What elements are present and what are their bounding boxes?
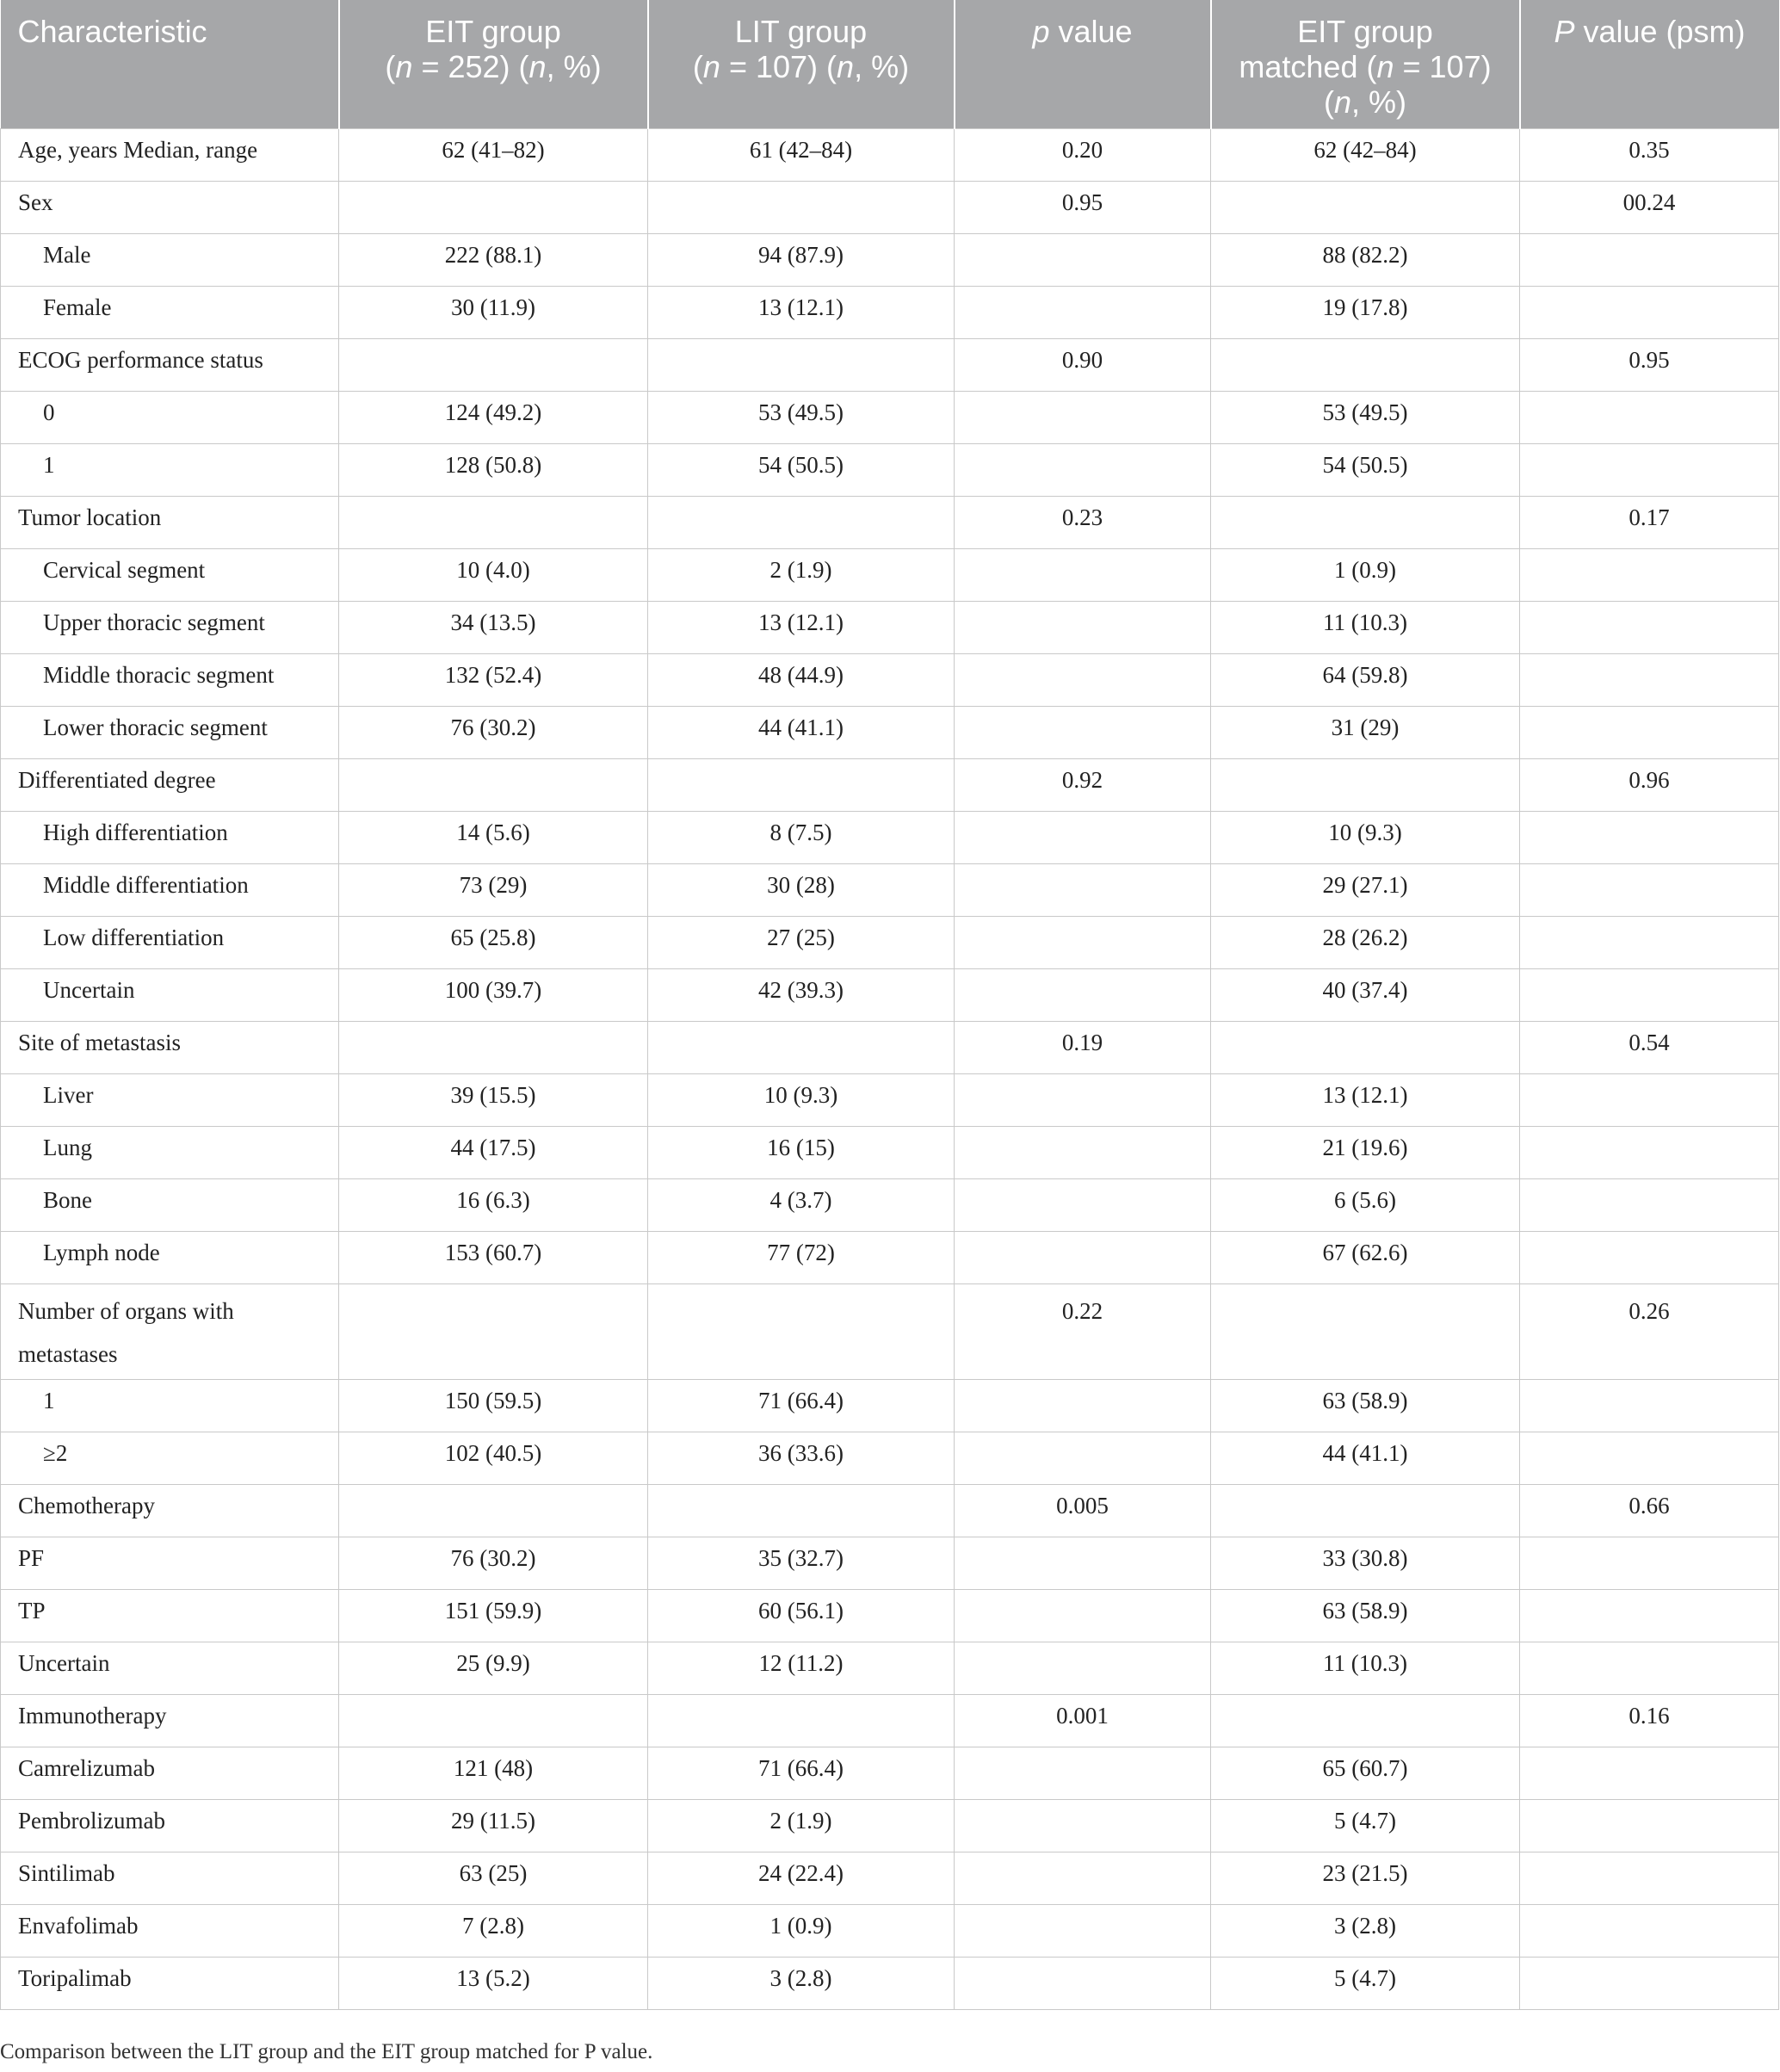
table-cell: [955, 549, 1211, 602]
row-label-cell: Camrelizumab: [1, 1747, 339, 1800]
table-cell: 65 (60.7): [1211, 1747, 1520, 1800]
header-text: (: [692, 49, 703, 84]
table-cell: 14 (5.6): [339, 812, 648, 864]
table-cell: [1211, 339, 1520, 392]
row-label-cell: 1: [1, 444, 339, 497]
table-cell: [648, 1284, 955, 1380]
header-text: P: [1554, 14, 1575, 49]
table-cell: [955, 1380, 1211, 1432]
table-cell: 10 (9.3): [648, 1074, 955, 1127]
table-cell: 54 (50.5): [1211, 444, 1520, 497]
row-label-cell: Female: [1, 287, 339, 339]
row-label-cell: Middle thoracic segment: [1, 654, 339, 707]
row-label-cell: Pembrolizumab: [1, 1800, 339, 1852]
table-cell: 150 (59.5): [339, 1380, 648, 1432]
table-cell: 39 (15.5): [339, 1074, 648, 1127]
table-row: [1, 1179, 1779, 1232]
table-cell: 61 (42–84): [648, 129, 955, 182]
table-cell: [1520, 1958, 1779, 2010]
table-cell: [1520, 864, 1779, 917]
table-cell: 121 (48): [339, 1747, 648, 1800]
row-label-cell: Lymph node: [1, 1232, 339, 1284]
table-cell: [955, 287, 1211, 339]
table-cell: [1520, 969, 1779, 1022]
table-cell: [1520, 1127, 1779, 1179]
column-header-characteristic: [1, 0, 339, 129]
table-cell: [339, 497, 648, 549]
table-body: [1, 129, 1779, 2010]
table-cell: 7 (2.8): [339, 1905, 648, 1958]
table-cell: 8 (7.5): [648, 812, 955, 864]
table-cell: [1520, 1380, 1779, 1432]
table-cell: [648, 182, 955, 234]
table-cell: [1520, 654, 1779, 707]
table-cell: 16 (6.3): [339, 1179, 648, 1232]
header-text: (: [1323, 84, 1334, 120]
header-line: [1219, 84, 1512, 120]
table-cell: [1520, 1590, 1779, 1642]
table-cell: 102 (40.5): [339, 1432, 648, 1485]
table-cell: [1520, 1800, 1779, 1852]
row-label-cell: Chemotherapy: [1, 1485, 339, 1537]
table-cell: [955, 812, 1211, 864]
table-cell: 11 (10.3): [1211, 1642, 1520, 1695]
row-label-cell: Male: [1, 234, 339, 287]
header-line: [347, 14, 640, 49]
table-cell: 76 (30.2): [339, 707, 648, 759]
header-text: EIT group: [425, 14, 561, 49]
header-text: = 107) (: [720, 49, 837, 84]
row-label-cell: Liver: [1, 1074, 339, 1127]
table-cell: 2 (1.9): [648, 1800, 955, 1852]
table-cell: [1520, 444, 1779, 497]
table-cell: 54 (50.5): [648, 444, 955, 497]
table-cell: 25 (9.9): [339, 1642, 648, 1695]
table-footnote: Comparison between the LIT group and the EIT group matched for P value.: [0, 2040, 653, 2063]
row-label-cell: Tumor location: [1, 497, 339, 549]
table-cell: 35 (32.7): [648, 1537, 955, 1590]
row-label-cell: Age, years Median, range: [1, 129, 339, 182]
table-cell: [1211, 1022, 1520, 1074]
table-cell: 5 (4.7): [1211, 1800, 1520, 1852]
table-cell: 222 (88.1): [339, 234, 648, 287]
table-row: [1, 1074, 1779, 1127]
table-cell: 0.54: [1520, 1022, 1779, 1074]
table-cell: 31 (29): [1211, 707, 1520, 759]
table-cell: 4 (3.7): [648, 1179, 955, 1232]
row-label-cell: TP: [1, 1590, 339, 1642]
row-label-cell: Uncertain: [1, 1642, 339, 1695]
header-text: n: [1333, 84, 1351, 120]
table-cell: 0.19: [955, 1022, 1211, 1074]
row-label-cell: ECOG performance status: [1, 339, 339, 392]
row-label-cell: Envafolimab: [1, 1905, 339, 1958]
table-row: [1, 1905, 1779, 1958]
table-cell: [1211, 1695, 1520, 1747]
table-row: [1, 812, 1779, 864]
table-cell: [955, 234, 1211, 287]
table-cell: [1520, 1432, 1779, 1485]
table-cell: 94 (87.9): [648, 234, 955, 287]
table-cell: 0.17: [1520, 497, 1779, 549]
table-row: [1, 1747, 1779, 1800]
header-line: [1219, 14, 1512, 49]
table-cell: [339, 759, 648, 812]
table-cell: [648, 497, 955, 549]
header-text: n: [702, 49, 720, 84]
column-header-eit-matched: [1211, 0, 1520, 129]
table-cell: 0.23: [955, 497, 1211, 549]
table-cell: 00.24: [1520, 182, 1779, 234]
table-cell: 53 (49.5): [648, 392, 955, 444]
table-cell: [1520, 1905, 1779, 1958]
row-label-cell: Upper thoracic segment: [1, 602, 339, 654]
table-row: [1, 1127, 1779, 1179]
table-cell: 0.35: [1520, 129, 1779, 182]
header-text: LIT group: [734, 14, 868, 49]
table-cell: [1520, 1642, 1779, 1695]
table-row: [1, 1642, 1779, 1695]
table-cell: 5 (4.7): [1211, 1958, 1520, 2010]
table-cell: 2 (1.9): [648, 549, 955, 602]
row-label-cell: Immunotherapy: [1, 1695, 339, 1747]
table-row: [1, 1232, 1779, 1284]
table-cell: 1 (0.9): [1211, 549, 1520, 602]
table-cell: 30 (28): [648, 864, 955, 917]
table-row: [1, 707, 1779, 759]
table-cell: [955, 1432, 1211, 1485]
table-row: [1, 1432, 1779, 1485]
table-cell: [955, 1179, 1211, 1232]
table-cell: 71 (66.4): [648, 1380, 955, 1432]
table-cell: [339, 1022, 648, 1074]
table-cell: [955, 1905, 1211, 1958]
table-row: [1, 1695, 1779, 1747]
table-cell: 23 (21.5): [1211, 1852, 1520, 1905]
table-cell: [1520, 1232, 1779, 1284]
table-cell: 33 (30.8): [1211, 1537, 1520, 1590]
table-cell: [955, 1642, 1211, 1695]
header-text: matched (: [1239, 49, 1377, 84]
table-cell: 63 (58.9): [1211, 1590, 1520, 1642]
row-label-cell: 0: [1, 392, 339, 444]
table-cell: 44 (17.5): [339, 1127, 648, 1179]
table-cell: 0.66: [1520, 1485, 1779, 1537]
table-cell: 10 (4.0): [339, 549, 648, 602]
header-text: EIT group: [1297, 14, 1433, 49]
table-cell: [339, 182, 648, 234]
table-cell: 24 (22.4): [648, 1852, 955, 1905]
table-cell: 65 (25.8): [339, 917, 648, 969]
table-cell: 27 (25): [648, 917, 955, 969]
table-row: [1, 392, 1779, 444]
table-row: [1, 602, 1779, 654]
table-cell: 34 (13.5): [339, 602, 648, 654]
table-cell: [955, 969, 1211, 1022]
header-text: (: [385, 49, 396, 84]
row-label-cell: Differentiated degree: [1, 759, 339, 812]
header-text: n: [837, 49, 855, 84]
header-text: = 252) (: [412, 49, 529, 84]
table-cell: 19 (17.8): [1211, 287, 1520, 339]
header-line: [1528, 14, 1772, 49]
table-cell: 0.90: [955, 339, 1211, 392]
table-row: [1, 1485, 1779, 1537]
row-label-cell: PF: [1, 1537, 339, 1590]
row-label-cell: Number of organs with metastases: [1, 1284, 339, 1380]
table-cell: [1520, 707, 1779, 759]
table-row: [1, 1284, 1779, 1380]
table-cell: [1520, 234, 1779, 287]
header-text: n: [528, 49, 547, 84]
table-row: [1, 182, 1779, 234]
header-line: [347, 49, 640, 84]
column-header-lit: [648, 0, 955, 129]
header-text: n: [395, 49, 413, 84]
table-cell: 13 (12.1): [648, 602, 955, 654]
table-cell: 13 (12.1): [1211, 1074, 1520, 1127]
column-header-p-psm: [1520, 0, 1779, 129]
table-row: [1, 759, 1779, 812]
table-cell: 3 (2.8): [648, 1958, 955, 2010]
row-label-cell: Toripalimab: [1, 1958, 339, 2010]
header-row: [1, 0, 1779, 129]
table-cell: [955, 707, 1211, 759]
header-text: , %): [854, 49, 910, 84]
header-text: value: [1049, 14, 1133, 49]
table-cell: 124 (49.2): [339, 392, 648, 444]
table-row: [1, 129, 1779, 182]
table-row: [1, 549, 1779, 602]
table-cell: [648, 1022, 955, 1074]
table-cell: 0.96: [1520, 759, 1779, 812]
row-label-cell: Low differentiation: [1, 917, 339, 969]
row-label-cell: Bone: [1, 1179, 339, 1232]
table-cell: 100 (39.7): [339, 969, 648, 1022]
table-cell: 0.95: [1520, 339, 1779, 392]
table-cell: [339, 339, 648, 392]
table-row: [1, 969, 1779, 1022]
table-cell: [339, 1485, 648, 1537]
table-cell: [955, 654, 1211, 707]
header-line: [656, 14, 947, 49]
row-label-cell: Cervical segment: [1, 549, 339, 602]
table-cell: 3 (2.8): [1211, 1905, 1520, 1958]
row-label-cell: Site of metastasis: [1, 1022, 339, 1074]
table-cell: 76 (30.2): [339, 1537, 648, 1590]
table-cell: 12 (11.2): [648, 1642, 955, 1695]
table-cell: 0.92: [955, 759, 1211, 812]
table-row: [1, 917, 1779, 969]
table-cell: [648, 1485, 955, 1537]
table-cell: 151 (59.9): [339, 1590, 648, 1642]
row-label-cell: 1: [1, 1380, 339, 1432]
table-cell: 128 (50.8): [339, 444, 648, 497]
table-cell: [955, 1590, 1211, 1642]
row-label-cell: High differentiation: [1, 812, 339, 864]
table-cell: 63 (58.9): [1211, 1380, 1520, 1432]
table-cell: [1520, 1747, 1779, 1800]
table-cell: [955, 1958, 1211, 2010]
table-cell: [1211, 1284, 1520, 1380]
header-text: Characteristic: [17, 14, 207, 49]
table-cell: 13 (5.2): [339, 1958, 648, 2010]
header-line: [18, 14, 331, 49]
table-cell: [648, 1695, 955, 1747]
header-line: [962, 14, 1203, 49]
table-cell: 132 (52.4): [339, 654, 648, 707]
table-row: [1, 339, 1779, 392]
table-cell: [1211, 182, 1520, 234]
table-row: [1, 864, 1779, 917]
table-cell: 48 (44.9): [648, 654, 955, 707]
table-cell: 71 (66.4): [648, 1747, 955, 1800]
table-cell: [1520, 812, 1779, 864]
table-row: [1, 1800, 1779, 1852]
header-text: value (psm): [1574, 14, 1746, 49]
table-cell: [955, 392, 1211, 444]
table-cell: 44 (41.1): [1211, 1432, 1520, 1485]
table-cell: 0.001: [955, 1695, 1211, 1747]
table-cell: 53 (49.5): [1211, 392, 1520, 444]
table-cell: 21 (19.6): [1211, 1127, 1520, 1179]
table-cell: [339, 1284, 648, 1380]
table-cell: 10 (9.3): [1211, 812, 1520, 864]
table-cell: 67 (62.6): [1211, 1232, 1520, 1284]
table-cell: 0.005: [955, 1485, 1211, 1537]
table-row: [1, 654, 1779, 707]
table-cell: [648, 759, 955, 812]
table-cell: 29 (27.1): [1211, 864, 1520, 917]
table-cell: 40 (37.4): [1211, 969, 1520, 1022]
table-cell: 63 (25): [339, 1852, 648, 1905]
table-cell: 13 (12.1): [648, 287, 955, 339]
table-cell: [1520, 602, 1779, 654]
table-cell: [1520, 287, 1779, 339]
table-row: [1, 1380, 1779, 1432]
header-text: n: [1376, 49, 1394, 84]
table-cell: 0.20: [955, 129, 1211, 182]
table-cell: [955, 1127, 1211, 1179]
table-row: [1, 444, 1779, 497]
table-row: [1, 287, 1779, 339]
table-cell: [955, 1074, 1211, 1127]
header-text: , %): [1351, 84, 1407, 120]
header-line: [656, 49, 947, 84]
table-cell: [1211, 759, 1520, 812]
table-cell: 28 (26.2): [1211, 917, 1520, 969]
table-row: [1, 1590, 1779, 1642]
header-text: p: [1032, 14, 1050, 49]
table-cell: 0.95: [955, 182, 1211, 234]
table-cell: 73 (29): [339, 864, 648, 917]
row-label-cell: Middle differentiation: [1, 864, 339, 917]
row-label-cell: Lower thoracic segment: [1, 707, 339, 759]
row-label-cell: ≥2: [1, 1432, 339, 1485]
row-label-cell: Lung: [1, 1127, 339, 1179]
table-cell: [955, 1537, 1211, 1590]
table-cell: 88 (82.2): [1211, 234, 1520, 287]
table-row: [1, 1852, 1779, 1905]
table-cell: [1211, 1485, 1520, 1537]
table-cell: [339, 1695, 648, 1747]
table-cell: 42 (39.3): [648, 969, 955, 1022]
table-cell: 62 (41–82): [339, 129, 648, 182]
table-row: [1, 1537, 1779, 1590]
table-cell: 60 (56.1): [648, 1590, 955, 1642]
header-text: = 107): [1394, 49, 1492, 84]
table-cell: [1211, 497, 1520, 549]
table-cell: 44 (41.1): [648, 707, 955, 759]
table-cell: [1520, 549, 1779, 602]
header-text: , %): [546, 49, 602, 84]
table-cell: [955, 444, 1211, 497]
table-cell: 30 (11.9): [339, 287, 648, 339]
table-cell: [648, 339, 955, 392]
table-cell: [1520, 1537, 1779, 1590]
table-cell: 29 (11.5): [339, 1800, 648, 1852]
header-line: [1219, 49, 1512, 84]
table-cell: [955, 602, 1211, 654]
column-header-eit: [339, 0, 648, 129]
table-cell: [1520, 1074, 1779, 1127]
row-label-cell: Uncertain: [1, 969, 339, 1022]
table-cell: 77 (72): [648, 1232, 955, 1284]
table-cell: 1 (0.9): [648, 1905, 955, 1958]
table-cell: [955, 1747, 1211, 1800]
table-cell: 0.16: [1520, 1695, 1779, 1747]
column-header-p: [955, 0, 1211, 129]
table-cell: [1520, 1852, 1779, 1905]
row-label-cell: Sex: [1, 182, 339, 234]
table-header: [1, 0, 1779, 129]
row-label-cell: Sintilimab: [1, 1852, 339, 1905]
table-cell: 11 (10.3): [1211, 602, 1520, 654]
table-cell: [955, 1852, 1211, 1905]
table-cell: [955, 1800, 1211, 1852]
table-cell: 153 (60.7): [339, 1232, 648, 1284]
table-row: [1, 1022, 1779, 1074]
table-cell: 0.22: [955, 1284, 1211, 1380]
table-row: [1, 234, 1779, 287]
table-cell: [955, 917, 1211, 969]
table-row: [1, 1958, 1779, 2010]
table-cell: 0.26: [1520, 1284, 1779, 1380]
table-cell: 64 (59.8): [1211, 654, 1520, 707]
table-cell: [955, 864, 1211, 917]
table-cell: 36 (33.6): [648, 1432, 955, 1485]
table-cell: 6 (5.6): [1211, 1179, 1520, 1232]
table-cell: 62 (42–84): [1211, 129, 1520, 182]
table-cell: [1520, 392, 1779, 444]
table-cell: [1520, 917, 1779, 969]
table-row: [1, 497, 1779, 549]
table-cell: 16 (15): [648, 1127, 955, 1179]
table-cell: [955, 1232, 1211, 1284]
table-cell: [1520, 1179, 1779, 1232]
